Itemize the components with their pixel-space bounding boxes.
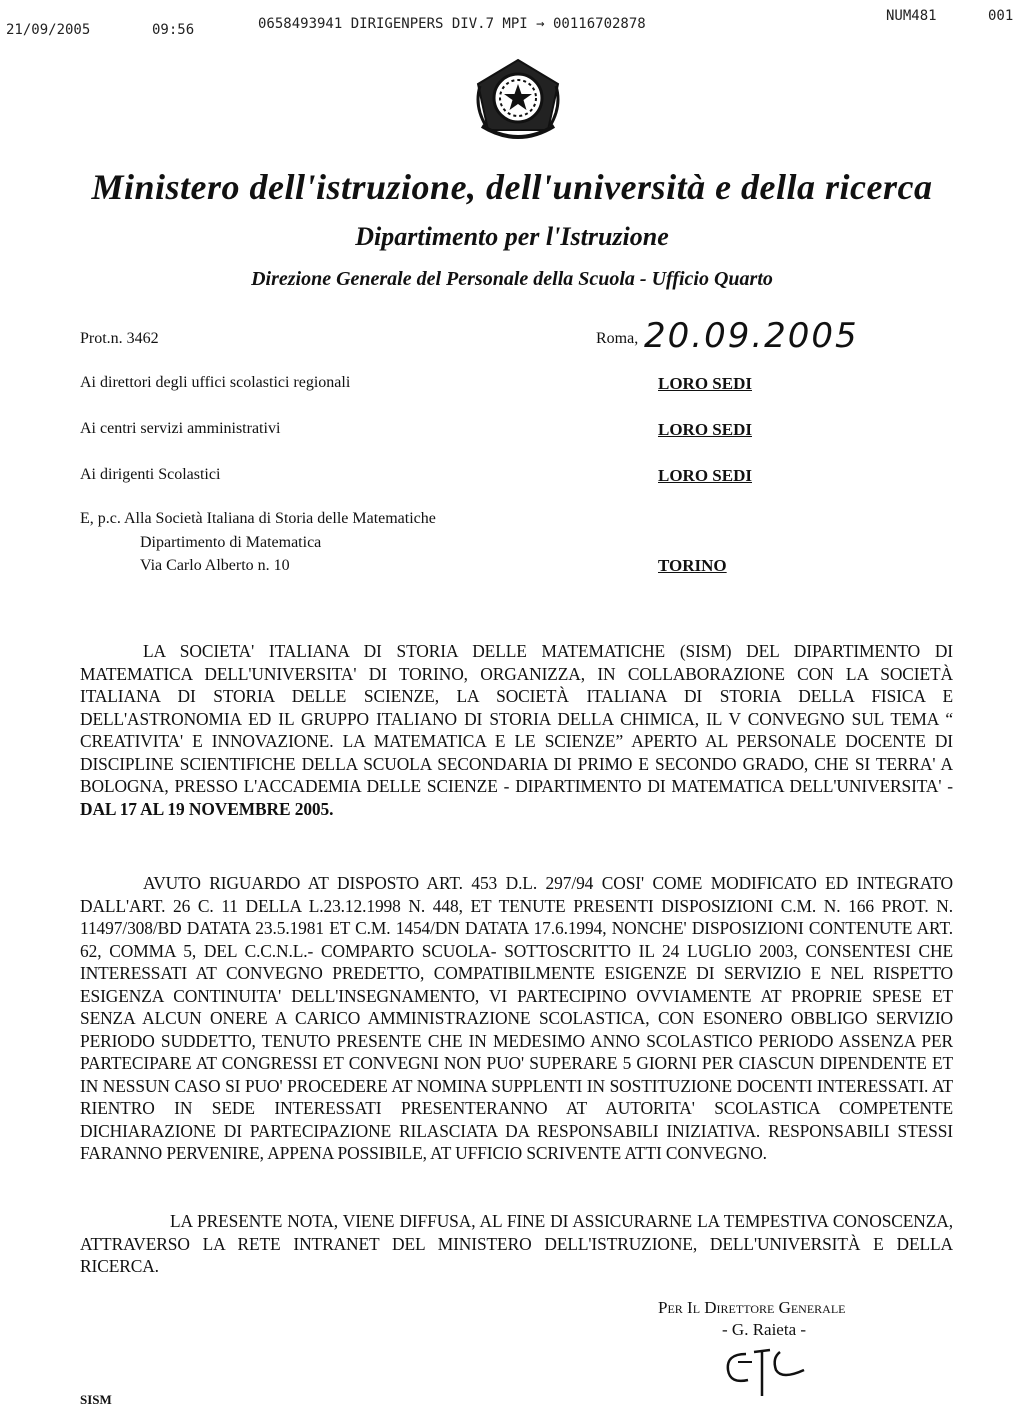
recipient-destination: LORO SEDI [658, 420, 752, 439]
cc-line-3: Via Carlo Alberto n. 10 [140, 557, 290, 574]
fax-time: 09:56 [152, 22, 195, 38]
fax-page: 001 [988, 8, 1014, 24]
cc-line-1: E, p.c. Alla Società Italiana di Storia delle Matematiche [80, 510, 436, 527]
ministry-title: Ministero dell'istruzione, dell'università e della ricerca [91, 167, 933, 207]
fax-date: 21/09/2005 [6, 22, 91, 38]
directorate-title: Direzione Generale del Personale della Scuola - Ufficio Quarto [251, 268, 773, 290]
recipient-name: Ai direttori degli uffici scolastici regionali [80, 374, 351, 391]
fax-number: NUM481 [886, 8, 937, 24]
body-paragraph-3: LA PRESENTE NOTA, VIENE DIFFUSA, AL FINE DI ASSICURARNE LA TEMPESTIVA CONOSCENZA, ATTRAVERSO LA RETE INTRANET DEL MINISTERO DELL'ISTRUZIONE, DELL'UNIVERSITÀ E DELLA RICERCA. [80, 1211, 953, 1276]
recipient-name: Ai centri servizi amministrativi [80, 420, 281, 437]
body-paragraph-1-text: LA SOCIETA' ITALIANA DI STORIA DELLE MATEMATICHE (SISM) DEL DIPARTIMENTO DI MATEMATICA DELL'UNIVERSITA' DI TORINO, ORGANIZZA, IN COLLABORAZIONE CON LA SOCIETÀ ITALIANA DI STORIA DELLE SCIENZE, LA SOCIETÀ ITALIANA DI STORIA DELLA FISICA E DELL'ASTRONOMIA ED IL GRUPPO ITALIANO DI STORIA DELLA CHIMICA, IL V CONVEGNO SUL TEMA “ CREATIVITA' E INNOVAZIONE. LA MATEMATICA E LE SCIENZE” APERTO AL PERSONALE DOCENTE DI DISCIPLINE SCIENTIFICHE DELLA SCUOLA SECONDARIA DI PRIMO E SECONDO GRADO, CHE SI TERRA' A BOLOGNA, PRESSO L'ACCADEMIA DELLE SCIENZE - DIPARTIMENTO DI MATEMATICA DELL'UNIVERSITA' - [80, 641, 953, 796]
body-paragraph-2: AVUTO RIGUARDO AT DISPOSTO ART. 453 D.L. 297/94 COSI' COME MODIFICATO ED INTEGRATO DALL'ART. 26 C. 11 DELLA L.23.12.1998 N. 448, ET TENUTE PRESENTI DISPOSIZIONI C.M. N. 166 PROT. N. 11497/308/BD DATATA 23.5.1981 ET C.M. 1454/DN DATATA 17.6.1994, NONCHE' DISPOSIZIONI CONTENUTE ART. 62, COMMA 5, DEL C.C.N.L.- COMPARTO SCUOLA- SOTTOSCRITTO IL 24 LUGLIO 2003, CONSENTESI CHE INTERESSATI AT CONVEGNO PREDETTO, COMPATIBILMENTE ESIGENZE DI SERVIZIO E NEL RISPETTO ESIGENZA CONTINUITA' DELL'INSEGNAMENTO, VI PARTECIPINO OVVIAMENTE AT PROPRIE SPESE ET SENZA ALCUN ONERE A CARICO AMMINISTRAZIONE SCOLASTICA, CON ESONERO OBBLIGO SERVIZIO PERIODO SUDDETTO, TENUTO PRESENTE CHE IN MEDESIMO ANNO SCOLASTICO PERIODO ASSENZA PER PARTECIPARE AT CONGRESSI ET CONVEGNI NON PUO' SUPERARE 5 GIORNI PER CIASCUN DIPENDENTE ET IN NESSUN CASO SI PUO' PROCEDERE AT NOMINA SUPPLENTI IN SOSTITUZIONE DOCENTI INTERESSATI. AT RIENTRO IN SEDE INTERESSATI PRESENTERANNO AT AUTORITA' SCOLASTICA COMPETENTE DICHIARAZIONE DI PARTECIPAZIONE RILASCIATA DA RESPONSABILI INIZIATIVA. RESPONSABILI STESSI FARANNO PERVENIRE, APPENA POSSIBILE, AT UFFICIO SCRIVENTE ATTI CONVEGNO. [80, 873, 953, 1163]
signature-title: Per Il Direttore Generale [658, 1298, 846, 1317]
footer-reference: SISM [80, 1392, 112, 1407]
department-title: Dipartimento per l'Istruzione [355, 222, 669, 251]
cc-destination: TORINO [658, 556, 727, 575]
signature-name: - G. Raieta - [722, 1320, 807, 1339]
recipient-destination: LORO SEDI [658, 374, 752, 393]
recipient-name: Ai dirigenti Scolastici [80, 466, 221, 483]
fax-route: 0658493941 DIRIGENPERS DIV.7 MPI → 00116702878 [258, 16, 646, 32]
cc-line-2: Dipartimento di Matematica [140, 534, 322, 551]
republic-emblem-icon [470, 56, 566, 142]
place-label: Roma, [596, 330, 639, 347]
body-paragraph-1 [80, 640, 953, 820]
fax-transmission-header [0, 6, 1024, 36]
handwritten-date: 20.09.2005 [644, 316, 859, 356]
event-dates: DAL 17 AL 19 NOVEMBRE 2005. [80, 798, 334, 819]
handwritten-signature-icon [718, 1340, 818, 1400]
recipient-destination: LORO SEDI [658, 466, 752, 485]
protocol-number: Prot.n. 3462 [80, 330, 159, 347]
